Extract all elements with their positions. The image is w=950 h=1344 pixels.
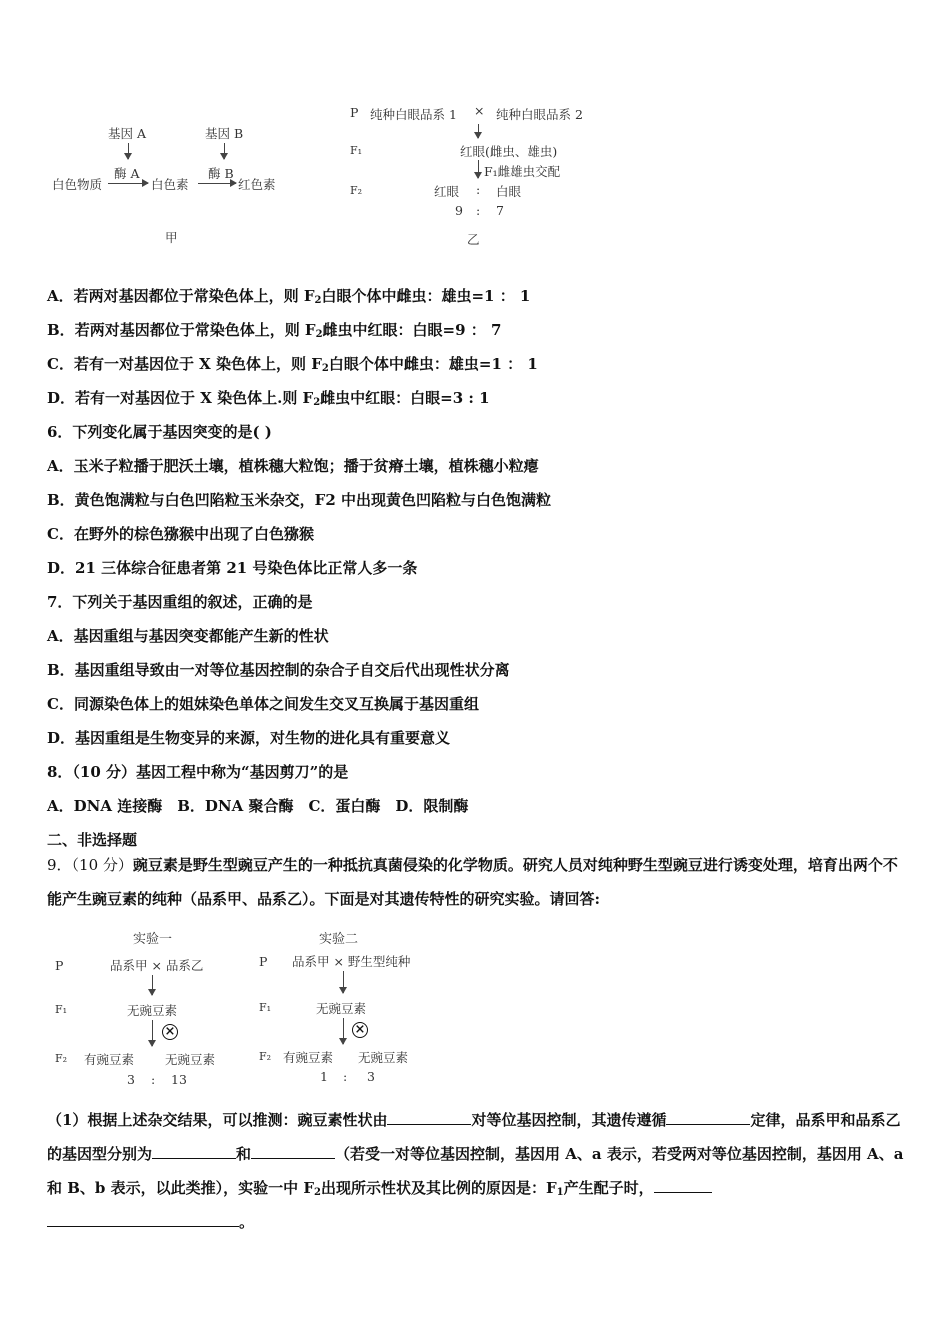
exp2-f1: 无豌豆素 (316, 1001, 367, 1016)
q7-stem: 7．下列关于基因重组的叙述，正确的是 (47, 593, 313, 611)
q6-option-d: D．21 三体综合征患者第 21 号染色体比正常人多一条 (47, 559, 418, 577)
answer-blank-1[interactable] (387, 1110, 471, 1125)
subscript: 1 (556, 1187, 564, 1198)
text-segment: 出现所示性状及其比例的原因是：F (320, 1179, 557, 1197)
exp2-ratio-left: 1 (320, 1069, 328, 1084)
gene-b-arrow (224, 143, 225, 159)
exp2-f1-label: F₁ (259, 1001, 272, 1014)
exp2-title: 实验二 (319, 932, 359, 947)
q7-option-b: B．基因重组导致由一对等位基因控制的杂合子自交后代出现性状分离 (47, 661, 510, 679)
text-segment: 产生配子时， (563, 1179, 654, 1197)
text-segment: 和 (236, 1145, 252, 1163)
q9-subquestion-1 (47, 1103, 907, 1239)
f2-red-label: 红眼 (434, 184, 460, 199)
option-text: 若有一对基因位于 X 染色体上.则 F (75, 389, 314, 407)
figure-jia-caption: 甲 (165, 230, 178, 245)
exp2-f2-right: 无豌豆素 (358, 1050, 409, 1065)
f1-result: 红眼(雌虫、雄虫) (460, 144, 558, 159)
q5-option-c (47, 354, 538, 374)
gene-b-label: 基因 B (205, 126, 244, 141)
q5-option-a (47, 286, 530, 306)
exp1-f2-left: 有豌豆素 (84, 1052, 135, 1067)
subscript: 2 (313, 1187, 321, 1198)
q5-option-b (47, 320, 501, 340)
exp2-ratio-right: 3 (367, 1069, 375, 1084)
f2-red-number: 9 (455, 203, 463, 218)
answer-blank-2[interactable] (666, 1110, 750, 1125)
option-label: D． (47, 389, 76, 407)
exp2-p-arrow (343, 971, 344, 993)
f2-label: F₂ (350, 184, 363, 197)
white-substance-label: 白色物质 (52, 177, 103, 192)
p-cross-right: 纯种白眼品系 2 (496, 107, 583, 122)
exp2-f1-arrow (343, 1018, 344, 1044)
figure-yi-caption: 乙 (467, 232, 480, 247)
exp1-ratio-colon: : (151, 1072, 156, 1087)
option-text: 白眼个体中雌虫：雄虫=1 ： 1 (328, 355, 538, 373)
selfing-symbol: × (162, 1024, 178, 1040)
f2-white-number: 7 (496, 203, 504, 218)
q7-option-c: C．同源染色体上的姐妹染色单体之间发生交叉互换属于基因重组 (47, 695, 479, 713)
exp1-ratio-left: 3 (127, 1072, 135, 1087)
subscript: 2 (321, 363, 329, 374)
text-segment: 。 (239, 1213, 255, 1231)
answer-blank-5-cont[interactable] (47, 1212, 239, 1227)
q7-option-d: D．基因重组是生物变异的来源，对生物的进化具有重要意义 (47, 729, 451, 747)
gene-a-label: 基因 A (108, 126, 147, 141)
option-text: 若两对基因都位于常染色体上，则 F (74, 321, 316, 339)
reaction-arrow-2 (198, 183, 236, 184)
f2-colon: : (476, 182, 481, 197)
option-label: B． (47, 321, 75, 339)
f1-mating-label: F₁雌雄虫交配 (484, 164, 561, 179)
option-text: 白眼个体中雌虫：雄虫=1 ： 1 (321, 287, 531, 305)
f2-white-label: 白眼 (496, 184, 522, 199)
cross-symbol: × (474, 103, 485, 118)
exp1-f1-label: F₁ (55, 1003, 68, 1016)
p-label: P (350, 105, 359, 120)
subscript: 2 (315, 329, 323, 340)
p-cross-left: 纯种白眼品系 1 (370, 107, 457, 122)
exp1-cross: 品系甲 × 品系乙 (110, 958, 204, 973)
q9-number: 9．（10 分） (47, 856, 133, 874)
q7-option-a: A．基因重组与基因突变都能产生新的性状 (47, 627, 329, 645)
reaction-arrow-1 (108, 183, 148, 184)
exp1-ratio-right: 13 (171, 1072, 187, 1087)
text-segment: 对等位基因控制，其遗传遵循 (471, 1111, 667, 1129)
q9-stem-text: 豌豆素是野生型豌豆产生的一种抵抗真菌侵染的化学物质。研究人员对纯种野生型豌豆进行诱变处理，培育出两个不能产生豌豆素的纯种（品系甲、品系乙）。下面是对其遗传特性的研究实验。请回答: (47, 856, 898, 908)
gene-a-arrow (128, 143, 129, 159)
q9-stem (47, 848, 907, 916)
option-text: 若两对基因都位于常染色体上，则 F (73, 287, 315, 305)
text-segment: 定律，品系甲和品系乙的基因型分别为 (47, 1111, 901, 1163)
option-label: C． (47, 355, 74, 373)
option-text: 雌虫中红眼：白眼=3 : 1 (320, 389, 490, 407)
exp1-f2-label: F₂ (55, 1052, 68, 1065)
exp2-p-label: P (259, 954, 268, 969)
text-segment: （若受一对等位基因控制，基因用 A、a 表示，若受两对等位基因控制，基因用 A、a 和 B、b 表示，以此类推），实验一中 F (47, 1145, 904, 1197)
q8-stem: 8．（10 分）基因工程中称为“基因剪刀”的是 (47, 763, 349, 781)
red-pigment-label: 红色素 (238, 177, 276, 192)
exp2-f2-label: F₂ (259, 1050, 272, 1063)
section-title: 二、非选择题 (47, 831, 138, 849)
text-segment: （1）根据上述杂交结果，可以推测：豌豆素性状由 (47, 1111, 388, 1129)
exp1-p-arrow (152, 975, 153, 995)
selfing-symbol: × (352, 1022, 368, 1038)
subscript: 2 (313, 397, 321, 408)
enzyme-a-label: 酶 A (114, 166, 140, 181)
f1-label: F₁ (350, 144, 363, 157)
exp1-title: 实验一 (133, 932, 173, 947)
option-label: A． (47, 287, 74, 305)
q6-option-c: C．在野外的棕色猕猴中出现了白色猕猴 (47, 525, 314, 543)
q5-option-d (47, 388, 490, 408)
enzyme-b-label: 酶 B (208, 166, 234, 181)
q6-option-a: A．玉米子粒播于肥沃土壤，植株穗大粒饱；播于贫瘠土壤，植株穗小粒瘪 (47, 457, 539, 475)
exp2-cross: 品系甲 × 野生型纯种 (292, 954, 411, 969)
subscript: 2 (314, 295, 322, 306)
exp1-p-label: P (55, 958, 64, 973)
white-pigment-label: 白色素 (151, 177, 189, 192)
answer-blank-4[interactable] (251, 1144, 335, 1159)
q8-options: A．DNA 连接酶 B．DNA 聚合酶 C．蛋白酶 D．限制酶 (47, 797, 469, 815)
exp2-ratio-colon: : (343, 1069, 348, 1084)
exp1-f2-right: 无豌豆素 (165, 1052, 216, 1067)
exp2-f2-left: 有豌豆素 (283, 1050, 334, 1065)
q6-option-b: B．黄色饱满粒与白色凹陷粒玉米杂交，F2 中出现黄色凹陷粒与白色饱满粒 (47, 491, 551, 509)
f1-to-f2-arrow (478, 160, 479, 178)
exp1-f1-arrow (152, 1020, 153, 1046)
answer-blank-3[interactable] (152, 1144, 236, 1159)
p-to-f1-arrow (478, 124, 479, 138)
exp1-f1: 无豌豆素 (127, 1003, 178, 1018)
q6-stem: 6．下列变化属于基因突变的是( ) (47, 423, 272, 441)
answer-blank-5[interactable] (654, 1178, 712, 1193)
f2-colon-2: : (476, 203, 481, 218)
option-text: 雌虫中红眼：白眼=9 ： 7 (322, 321, 502, 339)
option-text: 若有一对基因位于 X 染色体上，则 F (73, 355, 322, 373)
